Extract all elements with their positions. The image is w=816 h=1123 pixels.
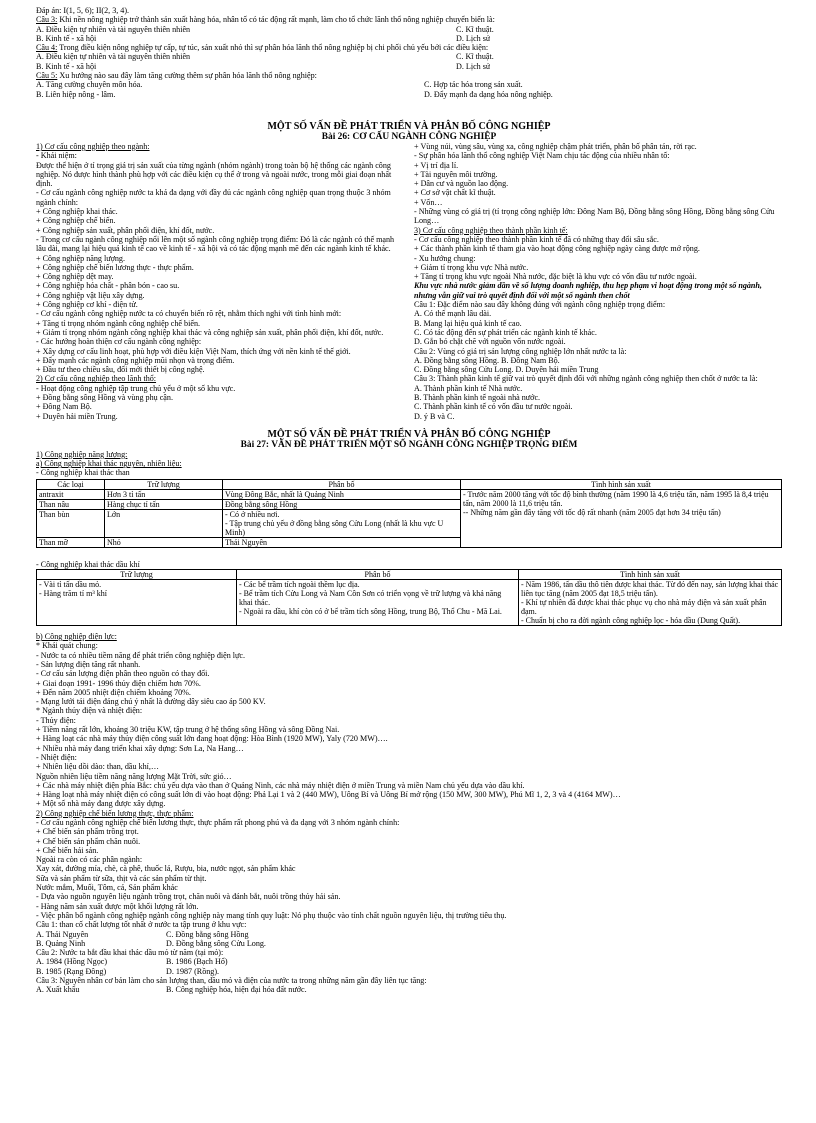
document-page [36,6,782,1118]
text-line: - Cơ cấu ngành công nghiệp nước ta khá đa dạng với đầy đủ các ngành công nghiệp quan trọng thuộc 3 nhóm ngành chính: [36,188,391,207]
text-line: + Nhiều nhà máy đang triển khai xây dựng: Sơn La, Na Hang… [36,743,244,753]
text-line: - Cơ cấu ngành công nghiệp chế biến lương thực, thực phẩm rất phong phú và đa dạng với 3 nhóm ngành chính: [36,818,400,827]
table-header-row [37,479,782,489]
text-line: + Công nghiệp hóa chất - phân bón - cao su. [36,281,180,291]
coal-production-cell: - Trước năm 2000 tăng với tốc độ bình thường (năm 1990 là 4,6 triệu tấn, năm 1995 là 8,4 triệu tấn, năm 2000 là 11,6 triệu tấn. -- Những năm gần đây tăng với tốc độ rất nhanh (năm 2005 đạt hơn 34 triệu tấn) [461,489,782,547]
text-line: + Vùng núi, vùng sâu, vùng xa, công nghiệp chậm phát triển, phân bố phân tán, rời rạc. [414,141,697,151]
question-3: Câu 3: Khi nền nông nghiệp trở thành sản xuất hàng hóa, nhân tố có tác động rất mạnh, làm cho tổ chức lãnh thổ nông nghiệp chuyển biến là: [36,15,495,25]
text-line: + Xây dựng cơ cấu linh hoạt, phù hợp với điều kiện Việt Nam, thích ứng với nền kinh tế thế giới. [36,346,351,356]
text-line: Câu 3: Thành phần kinh tế giữ vai trò quyết định đối với những ngành công nghiệp then chốt ở nước ta là: [414,374,758,384]
quiz-question: Câu 3: Nguyên nhân cơ bản làm cho sản lượng than, dầu mỏ và điện của nước ta trong những năm gần đây liên tục tăng: [36,976,427,986]
text-line: 3) Cơ cấu công nghiệp theo thành phần kinh tế: [414,225,568,235]
text-line: + Đồng bằng sông Hồng và vùng phụ cận. [36,392,173,402]
table-header: Các loại [37,479,105,489]
text-line: + Tăng tỉ trọng nhóm ngành công nghiệp chế biến. [36,318,201,328]
table-header: Phân bố [223,479,461,489]
text-line: - Nhiệt điện: [36,752,77,762]
text-line: - Trong cơ cấu ngành công nghiệp nổi lên một số ngành công nghiệp trọng điểm: Đó là các ngành có thế mạnh lâu dài, mang lại hiệu quả kinh tế cao về kinh tế - xã hội và có tác động mạnh mẽ đến các ngành kinh tế khác. [36,234,395,254]
text-line: C. Có tác động đến sự phát triển các ngành kinh tế khác. [414,327,597,337]
text-line: - Các hướng hoàn thiện cơ cấu ngành công nghiệp: [36,337,202,347]
oil-label: - Công nghiệp khai thác dầu khí [36,559,140,569]
text-line: + Công nghiệp khai thác. [36,207,118,217]
text-line: + Chế biến sản phẩm chăn nuôi. [36,836,141,846]
text-line: + Nhiên liệu dồi dào: than, dầu khí,… [36,762,160,772]
text-line: - Mạng lưới tải điện đáng chú ý nhất là đường dây siêu cao áp 500 KV. [36,697,266,707]
answer-row: A. Thái Nguyên C. Đồng bằng sông Hồng [36,929,249,939]
answer-row: B. Kinh tế - xã hội D. Lịch sử [36,61,491,71]
answer-row: A. Xuất khẩu B. Công nghiệp hóa, hiện đại hóa đất nước. [36,985,307,995]
section-26-columns [36,142,782,421]
text-line: + Đẩy mạnh các ngành công nghiệp mũi nhọn và trọng điểm. [36,355,235,365]
text-line: + Công nghiệp sản xuất, phân phối điện, khí đốt, nước. [36,225,215,235]
table-header-row [37,570,782,580]
question-5: Câu 5: Xu hướng nào sau đây làm tăng cường thêm sự phân hóa lãnh thổ nông nghiệp: [36,71,317,81]
text-line: A. Đồng bằng sông Hồng. B. Đông Nam Bộ. [414,355,560,365]
text-line: - Cơ cấu ngành công nghiệp nước ta có chuyển biến rõ rệt, nhằm thích nghi với tình hình mới: [36,309,342,319]
text-line: - Hoạt động công nghiệp tập trung chủ yếu ở một số khu vực. [36,383,236,393]
text-line: + Các nhà máy nhiệt điện phía Bắc: chủ yếu dựa vào than ở Quảng Ninh, các nhà máy nhiệt điện ở miền Trung và miền Nam chủ yếu dựa vào dầu khí. [36,780,525,790]
text-line: + Các thành phần kinh tế tham gia vào hoạt động công nghiệp ngày càng được mở rộng. [414,244,700,254]
text-line: B. Mang lại hiệu quả kinh tế cao. [414,318,522,328]
text-line: + Hàng loạt các nhà máy thủy điện công suất lớn đang hoạt động: Hòa Bình (1920 MW), Yaly (720 MW)…. [36,734,388,744]
text-line: - Công nghiệp khai thác than [36,468,130,478]
table-header: Phân bố [237,570,519,580]
right-column [414,142,782,421]
section-26-title: MỘT SỐ VẤN ĐỀ PHÁT TRIỂN VÀ PHÂN BỐ CÔNG NGHIỆP [267,120,551,132]
text-line: 1) Công nghiệp năng lượng: [36,449,128,459]
text-line: + Công nghiệp vật liệu xây dựng. [36,290,145,300]
table-row: Than mỡ Nhỏ Thái Nguyên [37,537,782,547]
table-header: Tình hình sản xuất [461,479,782,489]
text-line: + Công nghiệp dệt may. [36,272,114,282]
text-line: Ngoài ra còn có các phân ngành: [36,855,143,865]
answer-row: A. Tăng cường chuyên môn hóa. C. Hợp tác hóa trong sản xuất. [36,80,523,90]
text-line: C. Thành phần kinh tế có vốn đầu tư nước ngoài. [414,402,573,412]
text-line: + Tăng tỉ trọng khu vực ngoài Nhà nước, đặc biệt là khu vực có vốn đầu tư nước ngoài. [414,272,697,282]
text-line: + Hàng loạt nhà máy nhiệt điện có công suất lớn đi vào hoạt động: Phả Lại 1 và 2 (440 MW), Uông Bí và Uông Bí mở rộng (150 MW, 300 MW), Phú Mĩ 1, 2, 3 và 4 (4164 MW)… [36,790,621,800]
table-row: - Vài tỉ tấn dầu mỏ. - Hàng trăm tỉ m³ khí - Các bể trầm tích ngoài thềm lục địa. - Bể trầm tích Cửu Long và Nam Côn Sơn có triển vọng về trữ lượng và khả năng khai thác. - Ngoài ra dầu, khí còn có ở bể trầm tích sông Hồng, trung Bộ, Thổ Chu - Mã Lai. - Năm 1986, tấn dầu thô tiên được khai thác. Từ đó đến nay, sản lượng khai thác liên tục tăng (năm 2005 đạt 18,5 triệu tấn). - Khí tự nhiên đã được khai thác phục vụ cho nhà máy điện và sản xuất phân đạm. - Chuẩn bị cho ra đời ngành công nghiệp lọc - hóa dầu (Dung Quất). [37,580,782,626]
text-line: + Duyên hải miền Trung. [36,411,118,421]
top-quiz [36,6,782,99]
quiz-question: Câu 2: Nước ta bắt đầu khai thác dầu mỏ từ năm (tại mỏ): [36,948,224,958]
section-27-title: MỘT SỐ VẤN ĐỀ PHÁT TRIỂN VÀ PHÂN BỐ CÔNG NGHIỆP [267,428,551,440]
text-line: - Dựa vào nguồn nguyên liệu ngành trồng trọt, chăn nuôi và đánh bắt, nuôi trồng thủy hải sản. [36,892,341,902]
table-row: antraxit Hơn 3 tỉ tấn Vùng Đông Bắc, nhất là Quảng Ninh - Trước năm 2000 tăng với tốc độ bình thường (năm 1990 là 4,6 triệu tấn, năm 1995 là 8,4 triệu tấn, năm 2000 là 11,6 triệu tấn. -- Những năm gần đây tăng với tốc độ rất nhanh (năm 2005 đạt hơn 34 triệu tấn) [37,489,782,499]
text-line: Câu 2: Vùng có giá trị sản lượng công nghiệp lớn nhất nước ta là: [414,346,627,356]
quiz-question: Câu 1: than cố chất lượng tốt nhất ở nước ta tập trung ở khu vực: [36,920,247,930]
oil-table [36,569,782,626]
text-line: - Sự phân hóa lãnh thổ công nghiệp Việt Nam chịu tác động của nhiều nhân tố: [414,151,670,161]
text-line: + Chế biến hải sản. [36,845,99,855]
text-line: a) Công nghiệp khai thác nguyên, nhiên liệu: [36,459,182,469]
text-line: + Công nghiệp chế biến. [36,216,116,226]
text-line: Nước mắm, Muối, Tôm, cá, Sản phẩm khác [36,883,178,893]
text-line: A. Thành phần kinh tế Nhà nước. [414,383,523,393]
text-line: + Dân cư và nguồn lao động. [414,179,509,189]
text-line: Khu vực nhà nước giảm dần về số lượng doanh nghiệp, thu hẹp phạm vi hoạt động trong một số ngành, nhưng vẫn giữ vai trò quyết định đối với một số ngành then chốt [414,281,762,300]
text-line: - Sản lượng điện tăng rất nhanh. [36,659,141,669]
section-27-quiz [36,920,782,994]
text-line: 2) Công nghiệp chế biến lương thực, thực phẩm: [36,808,194,818]
text-line: + Giảm tỉ trọng nhóm ngành công nghiệp khai thác và công nghiệp sản xuất, phân phối điện, khí đốt, nước. [36,327,384,337]
text-line: Câu 1: Đặc điểm nào sau đây không đúng với ngành công nghiệp trọng điểm: [414,300,666,310]
answer-row: A. 1984 (Hồng Ngọc) B. 1986 (Bạch Hổ) [36,957,228,967]
section-27-subtitle: Bài 27: VẤN ĐỀ PHÁT TRIỂN MỘT SỐ NGÀNH CÔNG NGHIỆP TRỌNG ĐIỂM [240,439,578,450]
text-line: - Cơ cấu sản lượng điện phân theo nguồn có thay đổi. [36,669,210,679]
answer-line: Đáp án: I(1, 5, 6); II(2, 3, 4). [36,6,130,15]
question-4: Câu 4: Trong điều kiện nông nghiệp tự cấp, tự túc, sản xuất nhỏ thì sự phân hóa lãnh thổ nông nghiệp bị chi phối chủ yếu bởi các điều kiện: [36,43,489,53]
text-line: A. Có thế mạnh lâu dài. [414,309,492,319]
text-line: - Nước ta có nhiều tiềm năng để phát triển công nghiệp điện lực. [36,650,246,660]
answer-row: A. Điều kiện tự nhiên và tài nguyên thiên nhiên C. Kĩ thuật. [36,24,494,34]
text-line: + Tài nguyên môi trường. [414,169,498,179]
text-line: + Vị trí địa lí. [414,160,459,170]
answer-row: B. Quảng Ninh D. Đồng bằng sông Cửu Long. [36,938,266,948]
text-line: b) Công nghiệp điện lực: [36,632,117,642]
text-line: + Một số nhà máy đang được xây dựng. [36,799,166,809]
text-line: D. ý B và C. [414,411,455,421]
text-line: * Khái quát chung: [36,641,98,651]
table-header: Tình hình sản xuất [519,570,782,580]
coal-table [36,479,782,548]
text-line: - Xu hướng chung: [414,253,476,263]
text-line: + Đầu tư theo chiều sâu, đổi mới thiết bị công nghệ. [36,365,205,375]
text-line: - Những vùng có giá trị (tỉ trọng công nghiệp lớn: Đông Nam Bộ, Đồng bằng sông Hồng, Đồng bằng sông Cửu Long… [414,207,775,226]
answer-row: B. Liên hiệp nông - lâm. D. Đẩy mạnh đa dạng hóa nông nghiệp. [36,89,553,99]
text-line: - Cơ cấu công nghiệp theo thành phần kinh tế đã có những thay đổi sâu sắc. [414,234,659,244]
table-row: Than nâu Hàng chục tỉ tấn Đồng bằng sông Hồng [37,499,782,509]
table-header: Trữ lượng [37,570,237,580]
text-line: Xay xát, đường mía, chè, cà phê, thuốc lá, Rượu, bia, nước ngọt, sản phẩm khác [36,864,296,874]
text-line: + Công nghiệp chế biến lương thực - thực phẩm. [36,262,194,272]
text-line: + Vốn… [414,197,443,207]
text-line: - Hàng năm sản xuất được một khối lượng rất lớn. [36,901,199,911]
text-line: Sữa và sản phẩm từ sữa, thịt và các sản phẩm từ thịt. [36,873,207,883]
section-26-subtitle: Bài 26: CƠ CẤU NGÀNH CÔNG NGHIỆP [321,131,497,142]
text-line: - Thủy điện: [36,715,76,725]
text-line: B. Thành phần kinh tế ngoài nhà nước. [414,392,541,402]
answer-row: B. 1985 (Rạng Đông) D. 1987 (Rồng). [36,966,220,976]
text-line: Nguồn nhiên liệu tiềm năng năng lượng Mặt Trời, sức gió… [36,771,232,781]
text-line: + Đến năm 2005 nhiệt điện chiếm khoảng 70%. [36,687,191,697]
left-column [36,142,404,421]
text-line: + Giai đoạn 1991- 1996 thủy điện chiếm hơn 70%. [36,678,201,688]
answer-row: A. Điều kiện tự nhiên và tài nguyên thiên nhiên C. Kĩ thuật. [36,52,494,62]
answer-row: B. Kinh tế - xã hội D. Lịch sử [36,33,491,43]
text-line: * Ngành thủy điện và nhiệt điện: [36,706,143,716]
text-line: 1) Cơ cấu công nghiệp theo ngành: [36,141,150,151]
table-row: Than bùn Lớn - Có ở nhiều nơi. - Tập trung chủ yếu ở đồng bằng sông Cửu Long (nhất là khu vực U Minh) [37,509,782,537]
text-line: - Việc phân bố ngành công nghiệp ngành công nghiệp này mang tính quy luật: Nó phụ thuộc vào tính chất nguồn nguyên liệu, thị trường tiêu thụ. [36,910,507,920]
section-27-body [36,632,782,920]
text-line: + Đông Nam Bộ. [36,402,92,412]
section-27-intro [36,450,782,478]
text-line: + Tiềm năng rất lớn, khoảng 30 triệu KW, tập trung ở hệ thống sông Hồng và sông Đồng Nai. [36,725,340,735]
text-line: C. Đồng bằng sông Cửu Long. D. Duyên hải miền Trung [414,365,599,375]
table-header: Trữ lượng [105,479,223,489]
text-line: + Giảm tỉ trọng khu vực Nhà nước. [414,262,529,272]
text-line: + Công nghiệp năng lượng. [36,253,125,263]
text-line: + Cơ sở vật chất kĩ thuật. [414,188,496,198]
text-line: + Chế biến sản phẩm trồng trọt. [36,827,139,837]
text-line: + Công nghiệp cơ khí - điện tử. [36,300,138,310]
text-line: D. Gắn bó chặt chẽ với nguồn vốn nước ngoài. [414,337,566,347]
text-line: Được thể hiện ở tỉ trọng giá trị sản xuất của từng ngành (nhóm ngành) trong toàn bộ hệ thống các ngành công nghiệp. Nó được hình thành phù hợp với các điều kiện cụ thể ở trong và ngoài nước, trong mỗi giai đoạn nhất định. [36,160,392,189]
text-line: 2) Cơ cấu công nghiệp theo lãnh thổ: [36,374,157,384]
text-line: - Khái niệm: [36,151,77,161]
